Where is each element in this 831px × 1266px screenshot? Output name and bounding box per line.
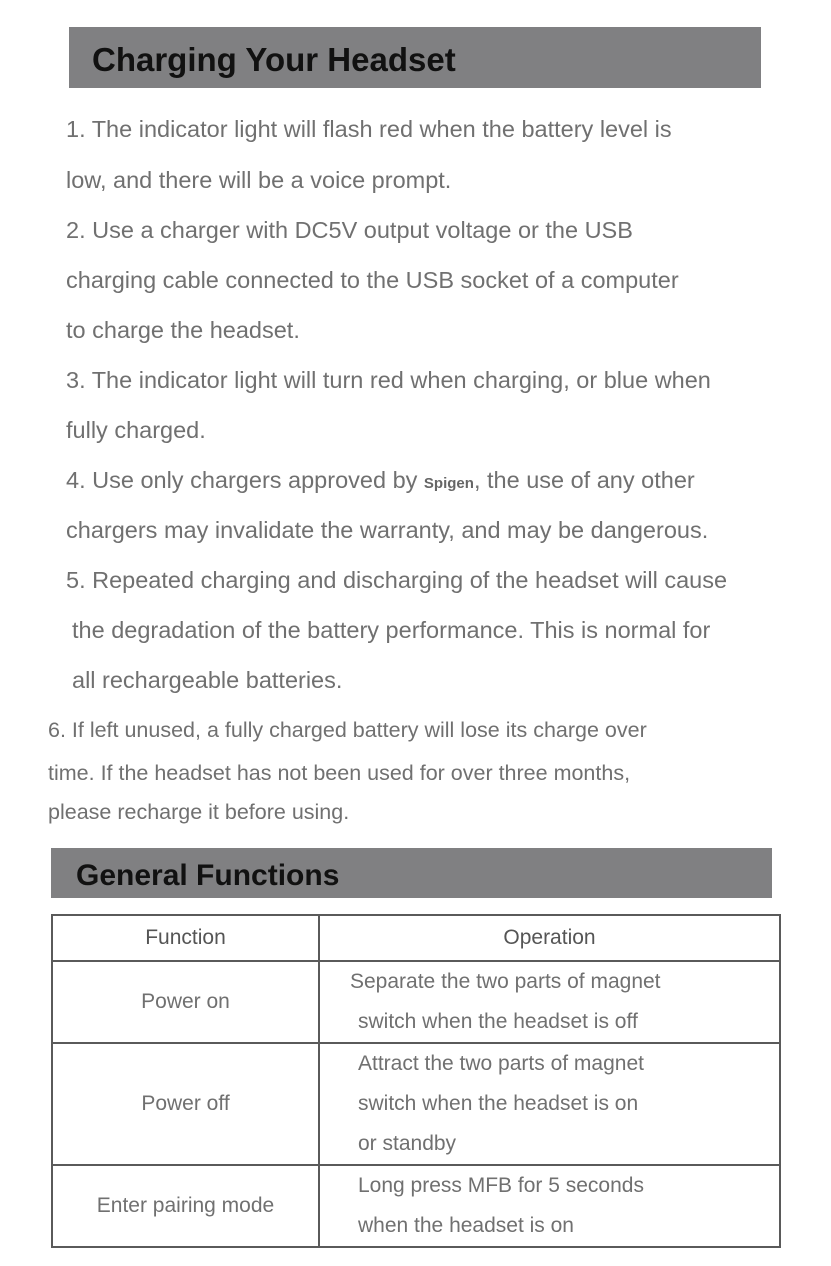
operation-line: Attract the two parts of magnet (358, 1052, 644, 1075)
operation-cell (319, 1043, 780, 1165)
section-title-general: General Functions (51, 848, 772, 898)
charging-item-4-before: 4. Use only chargers approved by (66, 467, 424, 493)
brand-name: Spigen (423, 475, 474, 492)
charging-item-2-line-2: charging cable connected to the USB socket of a computer (66, 267, 679, 293)
charging-item-6-line-2: time. If the headset has not been used for over three months, (48, 761, 631, 785)
function-cell: Power on (52, 961, 319, 1043)
operation-line: Long press MFB for 5 seconds (358, 1174, 644, 1197)
charging-item-5-line-2: the degradation of the battery performance. This is normal for (72, 617, 711, 643)
operation-line: or standby (358, 1132, 457, 1155)
operation-line: when the headset is on (358, 1214, 574, 1237)
charging-item-3-line-2: fully charged. (66, 417, 206, 443)
charging-item-1-line-2: low, and there will be a voice prompt. (66, 167, 452, 193)
table-header-row (52, 915, 780, 961)
charging-item-5-line-1: 5. Repeated charging and discharging of the headset will cause (66, 567, 728, 593)
charging-item-4-after: , the use of any other (473, 467, 695, 493)
table-row (52, 1165, 780, 1247)
function-cell: Power off (52, 1043, 319, 1165)
table-row (52, 961, 780, 1043)
charging-item-4-line-1 (66, 465, 695, 499)
charging-item-3-line-1: 3. The indicator light will turn red when charging, or blue when (66, 367, 711, 393)
table-row (52, 1043, 780, 1165)
charging-item-5-line-3: all rechargeable batteries. (72, 667, 343, 693)
header-function: Function (52, 915, 319, 961)
operation-line: switch when the headset is on (358, 1092, 639, 1115)
charging-item-6-line-1: 6. If left unused, a fully charged battery will lose its charge over (48, 718, 647, 742)
section-title-charging: Charging Your Headset (69, 27, 761, 88)
charging-item-2-line-1: 2. Use a charger with DC5V output voltage or the USB (66, 217, 633, 243)
functions-table (51, 914, 781, 1248)
header-operation: Operation (319, 915, 780, 961)
charging-item-2-line-3: to charge the headset. (66, 317, 300, 343)
operation-cell (319, 961, 780, 1043)
charging-item-1-line-1: 1. The indicator light will flash red when the battery level is (66, 116, 672, 142)
operation-line: switch when the headset is off (358, 1010, 638, 1033)
function-cell: Enter pairing mode (52, 1165, 319, 1247)
charging-item-4-line-2: chargers may invalidate the warranty, and may be dangerous. (66, 517, 709, 543)
operation-line: Separate the two parts of magnet (350, 970, 661, 993)
charging-item-6-line-3: please recharge it before using. (48, 800, 350, 824)
operation-cell (319, 1165, 780, 1247)
